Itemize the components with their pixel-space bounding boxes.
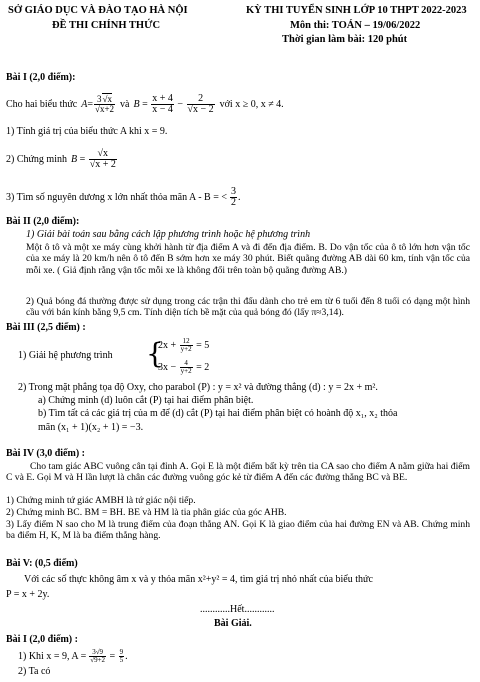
three-halves-fraction: $\frac{3}{2}$ bbox=[230, 185, 236, 208]
bai1-q2: 2) Chứng minh bbox=[6, 153, 67, 165]
solution-fraction2: $\frac{9}{5}$ bbox=[119, 647, 124, 664]
bai1-intro: Cho hai biểu thức bbox=[6, 98, 78, 110]
end-marker: ............Hết............ bbox=[200, 604, 275, 615]
expr-b-frac1: $\frac{x + 4}{x - 4}$ bbox=[152, 92, 173, 115]
bai5-heading: Bài V: (0,5 điểm) bbox=[6, 558, 78, 569]
solution-step2: 2) Ta có bbox=[18, 666, 51, 677]
header-exam-title: KỲ THI TUYỂN SINH LỚP 10 THPT 2022-2023 bbox=[246, 5, 467, 16]
bai1-q3: 3) Tìm số nguyên dương x lớn nhất thỏa mãn A - B = < bbox=[6, 191, 227, 203]
solution-heading: Bài I (2,0 điểm) : bbox=[6, 634, 78, 645]
bai3-q1: 1) Giải hệ phương trình bbox=[18, 350, 113, 361]
bai3-q2a: a) Chứng minh (d) luôn cắt (P) tại hai điểm phân biệt. bbox=[38, 395, 254, 406]
bai1-q3-line: 3) Tìm số nguyên dương x lớn nhất thỏa mãn A - B = < $\frac{3}{2}$ . bbox=[6, 185, 241, 208]
header-official: ĐỀ THI CHÍNH THỨC bbox=[52, 20, 161, 31]
solution-title: Bài Giải. bbox=[214, 618, 252, 629]
bai4-q3: 3) Lấy điểm N sao cho M là trung điểm của đoạn thẳng AN. Gọi K là giao điểm của hai đường EN và AB. Chứng minh ba điểm H, K, M là ba điểm thẳng hàng. bbox=[6, 519, 470, 542]
system-eq1: 2x + $\frac{12}{y+2}$ = 5 bbox=[158, 336, 210, 353]
bai4-q1: 1) Chứng minh tứ giác AMBH là tứ giác nội tiếp. bbox=[6, 495, 196, 506]
bai1-heading: Bài I (2,0 điểm): bbox=[6, 72, 76, 83]
bai1-intro-line: Cho hai biểu thức A = $\frac{3√x}{√x+2}$ và B = $\frac{x + 4}{x - 4}$ − $\frac{2}{√x - 2}$ với x ≥ 0, x ≠ 4. bbox=[6, 92, 284, 115]
bai3-q2b-line2: mãn (x₁ + 1)(x₂ + 1) = −3. bbox=[38, 422, 144, 433]
system-brace: { bbox=[146, 337, 164, 370]
bai2-heading: Bài II (2,0 điểm): bbox=[6, 216, 80, 227]
header-subject: Môn thi: TOÁN – 19/06/2022 bbox=[290, 20, 421, 31]
bai3-q2b-line1: b) Tìm tất cả các giá trị của m để (d) cắt (P) tại hai điểm phân biệt có hoành độ x₁, x₂ thỏa bbox=[38, 408, 398, 419]
bai4-heading: Bài IV (3,0 điểm) : bbox=[6, 448, 85, 459]
bai2-sub: 1) Giải bài toán sau bằng cách lập phương trình hoặc hệ phương trình bbox=[26, 229, 311, 240]
expr-b-frac2: $\frac{2}{√x - 2}$ bbox=[187, 92, 214, 115]
header-time: Thời gian làm bài: 120 phút bbox=[282, 34, 408, 45]
bai1-q1: 1) Tính giá trị của biểu thức A khi x = 9. bbox=[6, 126, 168, 137]
bai4-q2: 2) Chứng minh BC. BM = BH. BE và HM là tia phân giác của góc AHB. bbox=[6, 507, 287, 518]
bai5-p1: Với các số thực không âm x và y thỏa mãn x²+y² = 4, tìm giá trị nhỏ nhất của biểu thức bbox=[24, 574, 373, 585]
system-eq2: 3x − $\frac{4}{y+2}$ = 2 bbox=[158, 358, 210, 375]
bai2-p1: Một ô tô và một xe máy cùng khởi hành từ địa điểm A và đi đến địa điểm. B. Do vận tốc của ô tô lớn hơn vận tốc của xe máy là 20 km/h nên ô tô đến B sớm hơn xe máy 30 phút. Biết quãng đường AB dài 60 km, tính vận tốc của mỗi xe. ( Giả định rằng vận tốc mỗi xe là không đổi trên toàn bộ quãng đường AB.) bbox=[26, 242, 470, 276]
expr-a-fraction: $\frac{3√x}{√x+2}$ bbox=[95, 93, 115, 114]
bai3-q2: 2) Trong mặt phẳng tọa độ Oxy, cho parabol (P) : y = x² và đường thẳng (d) : y = 2x + m². bbox=[18, 382, 378, 393]
bai4-p1: Cho tam giác ABC vuông cân tại đỉnh A. Gọi E là một điểm bất kỳ trên tia CA sao cho điểm A nằm giữa hai điểm C và E. Gọi M và H lần lượt là chân các đường vuông góc kẻ từ điểm A đến các đường thẳng BC và BE. bbox=[6, 461, 470, 484]
prove-fraction: $\frac{√x}{√x + 2}$ bbox=[89, 147, 116, 170]
bai3-heading: Bài III (2,5 điểm) : bbox=[6, 322, 86, 333]
bai2-p2: 2) Quả bóng đá thường được sử dụng trong các trận thi đấu dành cho trẻ em từ 6 tuổi đến 8 tuổi có dạng một hình cầu với bán kính bằng 9,5 cm. Tính diện tích bề mặt của quả bóng đó (lấy π≈3,14). bbox=[26, 296, 470, 319]
solution-step1: 1) Khi x = 9, A = $\frac{3√9}{√9+2}$ = $\frac{9}{5}$ . bbox=[18, 647, 128, 664]
bai5-p2: P = x + 2y. bbox=[6, 589, 50, 600]
header-department: SỞ GIÁO DỤC VÀ ĐÀO TẠO HÀ NỘI bbox=[8, 5, 188, 16]
solution-step1-text: 1) Khi x = 9, A = bbox=[18, 650, 87, 662]
bai1-q2-line: 2) Chứng minh B = $\frac{√x}{√x + 2}$ bbox=[6, 147, 116, 170]
solution-fraction1: $\frac{3√9}{√9+2}$ bbox=[90, 647, 106, 664]
